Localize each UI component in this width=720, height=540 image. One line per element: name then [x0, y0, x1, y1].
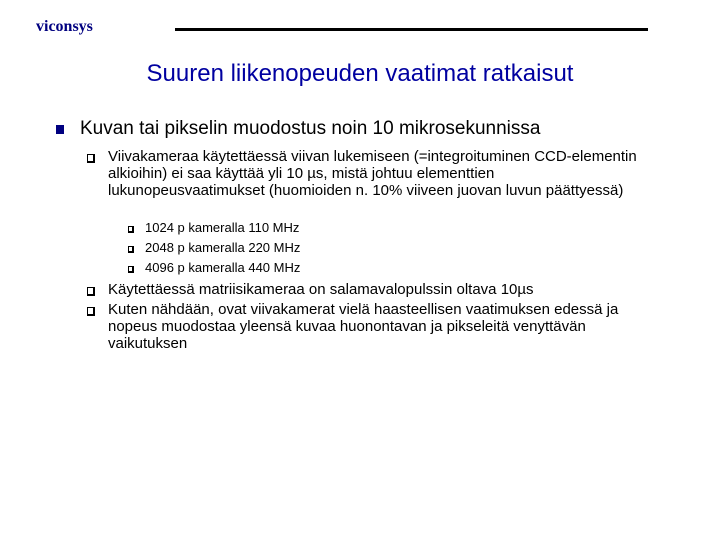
- camera-item-2: 2048 p kameralla 220 MHz: [145, 240, 301, 255]
- brand-logo: viconsys: [36, 18, 93, 35]
- square-bullet-icon: [56, 125, 64, 134]
- camera-item-1: 1024 p kameralla 110 MHz: [145, 220, 300, 235]
- sub-point-1: Viivakameraa käytettäessä viivan lukemiseen (=integroituminen CCD-elementin alkioihin) ei saa käyttää yli 10 µs, mistä johtuu elementtien lukunopeusvaatimukset (huomioiden n. 10% viiveen juovan luvun päättyessä): [108, 148, 637, 199]
- small-square-bullet-icon: [128, 246, 134, 253]
- small-square-bullet-icon: [128, 266, 134, 273]
- hollow-square-bullet-icon: [87, 307, 95, 316]
- slide-title: Suuren liikenopeuden vaatimat ratkaisut: [146, 60, 574, 87]
- small-square-bullet-icon: [128, 226, 134, 233]
- sub-point-3: Kuten nähdään, ovat viivakamerat vielä haasteellisen vaatimuksen edessä ja nopeus muodostaa yleensä kuvaa huonontavan ja pikseleitä venyttävän vaikutuksen: [108, 301, 619, 352]
- sub-point-2: Käytettäessä matriisikameraa on salamavalopulssin oltava 10µs: [108, 281, 534, 298]
- camera-item-3: 4096 p kameralla 440 MHz: [145, 260, 301, 275]
- hollow-square-bullet-icon: [87, 154, 95, 163]
- main-point: Kuvan tai pikselin muodostus noin 10 mikrosekunnissa: [80, 118, 541, 139]
- hollow-square-bullet-icon: [87, 287, 95, 296]
- header-divider: [175, 28, 648, 31]
